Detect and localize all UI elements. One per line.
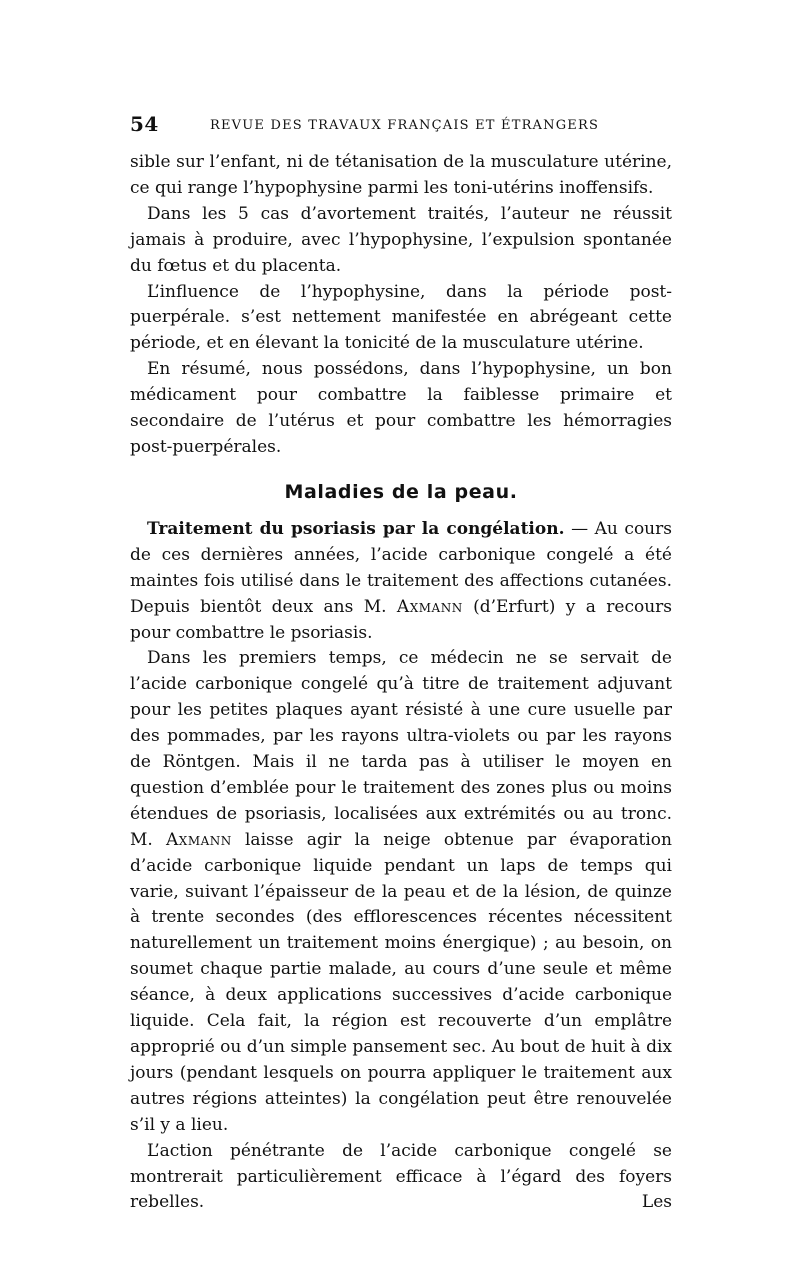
article-title: Traitement du psoriasis par la congélation. — [147, 518, 565, 539]
paragraph-text: — Au cours de ces dernières années, l’acide carbonique congelé a été maintes fois utilisé dans le traitement des affections cutanées. Depuis bientôt deux ans M. — [130, 518, 672, 617]
page-header — [130, 112, 670, 138]
paragraph-text: laisse agir la neige obtenue par évaporation d’acide carbonique liquide pendant un laps de temps qui varie, suivant l’épaisseur de la peau et de la lésion, de quinze à trente secondes (des efflorescences récentes nécessitent naturellement un traitement moins énergique) ; au besoin, on soumet chaque partie malade, au cours d’une seule et même séance, à deux applications successives d’acide carbonique liquide. Cela fait, la région est recouverte d’un emplâtre approprié ou d’un simple pansement sec. Au bout de huit à dix jours (pendant lesquels on pourra appliquer le traitement aux autres régions atteintes) la congélation peut être renouvelée s’il y a lieu. — [130, 829, 672, 1135]
page-number: 54 — [130, 112, 159, 136]
paragraph-abortion-cases: Dans les 5 cas d’avortement traités, l’auteur ne réussit jamais à produire, avec l’hypophysine, l’expulsion spontanée du fœtus et du placenta. — [130, 203, 672, 276]
paragraph-text: Dans les premiers temps, ce médecin ne se servait de l’acide carbonique congelé qu’à titre de traitement adjuvant pour les petites plaques ayant résisté à une cure usuelle par des pommades, par les rayons ultra-violets ou par les rayons de Röntgen. Mais il ne tarda pas à utiliser le moyen en question d’emblée pour le traitement des zones plus ou moins étendues de psoriasis, localisées aux extrémités ou au tronc. M. — [130, 648, 672, 850]
paragraph-text: (d’Erfurt) y a recours pour combattre le psoriasis. — [130, 596, 672, 643]
paragraph-continuation: sible sur l’enfant, ni de tétanisation de la musculature utérine, ce qui range l’hypophysine parmi les toni-utérins inoffensifs. — [130, 152, 672, 198]
paragraph-action: L’action pénétrante de l’acide carbonique congelé se montrerait particulièrement efficace à l’égard des foyers rebelles. Les — [130, 1140, 672, 1213]
section-title: Maladies de la peau. — [284, 480, 518, 503]
paragraph-post-puerperal: L’influence de l’hypophysine, dans la période post-puerpérale. s’est nettement manifestée en abrégeant cette période, et en élevant la tonicité de la musculature utérine. — [130, 281, 672, 354]
body-text — [130, 150, 672, 1216]
running-head: REVUE DES TRAVAUX FRANÇAIS ET ÉTRANGERS — [210, 118, 600, 133]
author-name: Axmann — [166, 829, 232, 850]
author-name: Axmann — [396, 596, 463, 617]
paragraph-psoriasis-intro — [130, 517, 672, 647]
paragraph-method — [130, 646, 672, 1138]
paragraph-summary: En résumé, nous possédons, dans l’hypophysine, un bon médicament pour combattre la faiblesse primaire et secondaire de l’utérus et pour combattre les hémorragies post-puerpérales. — [130, 359, 672, 457]
